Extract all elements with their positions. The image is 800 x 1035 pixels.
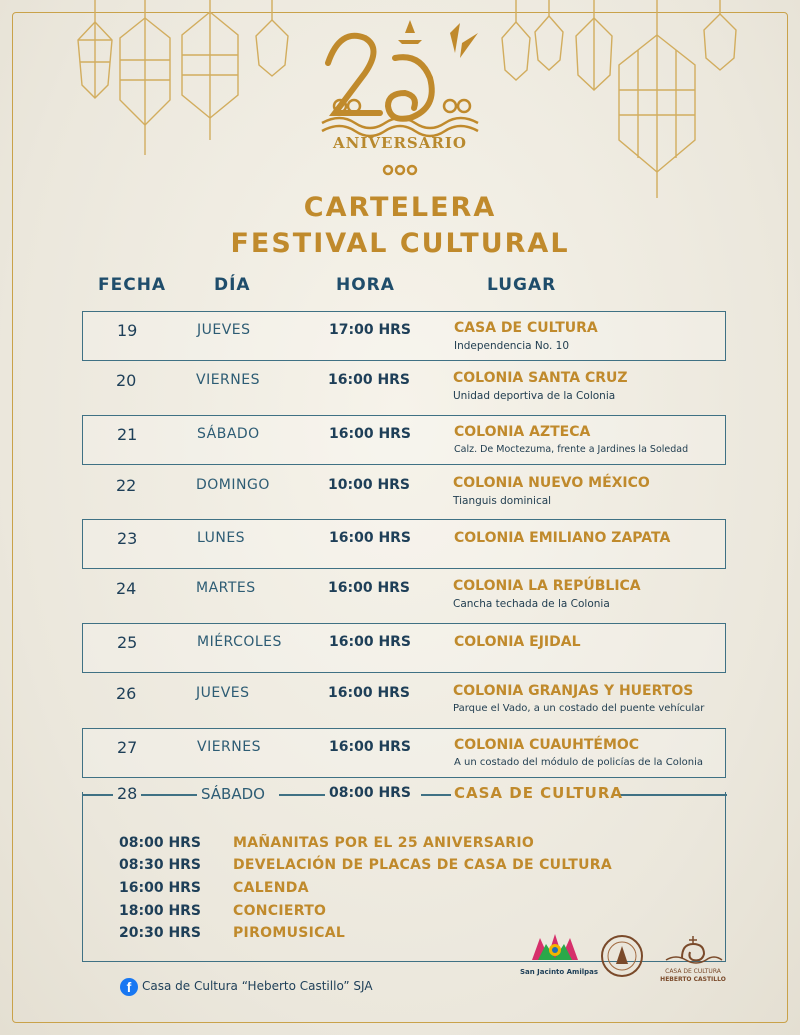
event-date: 22 <box>116 476 137 495</box>
event-row <box>82 415 726 465</box>
sponsor-1-name: San Jacinto Amilpas <box>520 968 599 976</box>
event-detail: Calz. De Moctezuma, frente a Jardines la Soledad <box>454 444 689 455</box>
header-line-segment <box>421 794 451 796</box>
event-row <box>82 675 726 725</box>
event-day: MIÉRCOLES <box>197 634 282 650</box>
event-place: COLONIA CUAUHTÉMOC <box>454 737 640 753</box>
event-date: 21 <box>117 425 138 444</box>
program-activity: CALENDA <box>233 880 309 896</box>
event-date: 27 <box>117 738 138 757</box>
event-time: 16:00 HRS <box>328 685 411 701</box>
program-time: 08:00 HRS <box>119 835 202 851</box>
event-day: VIERNES <box>197 739 261 755</box>
event-time: 16:00 HRS <box>329 426 412 442</box>
event-detail: Cancha techada de la Colonia <box>453 598 610 610</box>
facebook-page-name: Casa de Cultura “Heberto Castillo” SJA <box>142 979 373 993</box>
event-detail: Tianguis dominical <box>453 495 552 507</box>
event-day: SÁBADO <box>197 426 260 442</box>
san-jacinto-logo-icon <box>528 930 582 968</box>
event-detail: Parque el Vado, a un costado del puente vehícular <box>453 703 705 714</box>
program-activity: MAÑANITAS POR EL 25 ANIVERSARIO <box>233 835 535 851</box>
program-time: 08:30 HRS <box>119 857 202 873</box>
final-event-header <box>83 784 727 804</box>
header-line-segment <box>619 794 727 796</box>
aniversario-label: ANIVERSARIO <box>333 134 467 152</box>
program-activity: DEVELACIÓN DE PLACAS DE CASA DE CULTURA <box>233 857 612 873</box>
event-place: COLONIA LA REPÚBLICA <box>453 578 641 594</box>
event-date: 24 <box>116 579 137 598</box>
event-time: 16:00 HRS <box>329 739 412 755</box>
program-activity: CONCIERTO <box>233 903 327 919</box>
25-aniversario-logo <box>310 18 490 178</box>
header-line-segment <box>83 794 113 796</box>
event-date: 26 <box>116 684 137 703</box>
page-title-festival: FESTIVAL CULTURAL <box>230 228 570 259</box>
event-day: VIERNES <box>196 372 260 388</box>
sponsor-3-line2: HEBERTO CASTILLO <box>660 976 726 983</box>
event-place: COLONIA SANTA CRUZ <box>453 370 628 386</box>
event-day: LUNES <box>197 530 246 546</box>
event-time: 16:00 HRS <box>329 634 412 650</box>
final-event-date: 28 <box>117 784 138 803</box>
event-detail: A un costado del módulo de policías de la Colonia <box>454 757 703 768</box>
event-row <box>82 570 726 620</box>
event-row <box>82 467 726 517</box>
final-event-place: CASA DE CULTURA <box>454 784 624 802</box>
program-time: 18:00 HRS <box>119 903 202 919</box>
column-header-day: DÍA <box>214 275 251 295</box>
event-day: MARTES <box>196 580 256 596</box>
event-row <box>82 519 726 569</box>
event-row <box>82 311 726 361</box>
event-date: 25 <box>117 633 138 652</box>
event-time: 17:00 HRS <box>329 322 412 338</box>
sponsor-logos <box>520 930 730 1000</box>
event-place: COLONIA AZTECA <box>454 424 591 440</box>
event-place: COLONIA NUEVO MÉXICO <box>453 475 650 491</box>
final-event-time: 08:00 HRS <box>329 785 412 801</box>
event-day: JUEVES <box>197 322 251 338</box>
event-place: COLONIA EMILIANO ZAPATA <box>454 530 671 546</box>
event-detail: Unidad deportiva de la Colonia <box>453 390 616 402</box>
page-title-cartelera: CARTELERA <box>303 192 497 223</box>
event-date: 20 <box>116 371 137 390</box>
column-header-date: FECHA <box>98 275 167 295</box>
event-day: DOMINGO <box>196 477 270 493</box>
event-row <box>82 623 726 673</box>
event-place: COLONIA EJIDAL <box>454 634 581 650</box>
event-row <box>82 728 726 778</box>
column-header-time: HORA <box>336 275 395 295</box>
program-time: 20:30 HRS <box>119 925 202 941</box>
header-line-segment <box>141 794 197 796</box>
event-place: CASA DE CULTURA <box>454 320 598 336</box>
program-time: 16:00 HRS <box>119 880 202 896</box>
event-place: COLONIA GRANJAS Y HUERTOS <box>453 683 694 699</box>
event-detail: Independencia No. 10 <box>454 340 570 352</box>
final-event-day: SÁBADO <box>201 785 265 803</box>
event-time: 16:00 HRS <box>328 580 411 596</box>
casa-de-cultura-logo-icon <box>662 932 724 966</box>
header-line-segment <box>279 794 325 796</box>
event-date: 19 <box>117 321 138 340</box>
event-time: 10:00 HRS <box>328 477 411 493</box>
event-date: 23 <box>117 529 138 548</box>
column-header-place: LUGAR <box>487 275 557 295</box>
event-row <box>82 362 726 412</box>
event-time: 16:00 HRS <box>328 372 411 388</box>
facebook-icon: f <box>120 978 138 996</box>
secretaria-seal-icon <box>600 934 644 978</box>
event-day: JUEVES <box>196 685 250 701</box>
program-activity: PIROMUSICAL <box>233 925 346 941</box>
event-time: 16:00 HRS <box>329 530 412 546</box>
sponsor-3-line1: CASA DE CULTURA <box>665 968 721 975</box>
